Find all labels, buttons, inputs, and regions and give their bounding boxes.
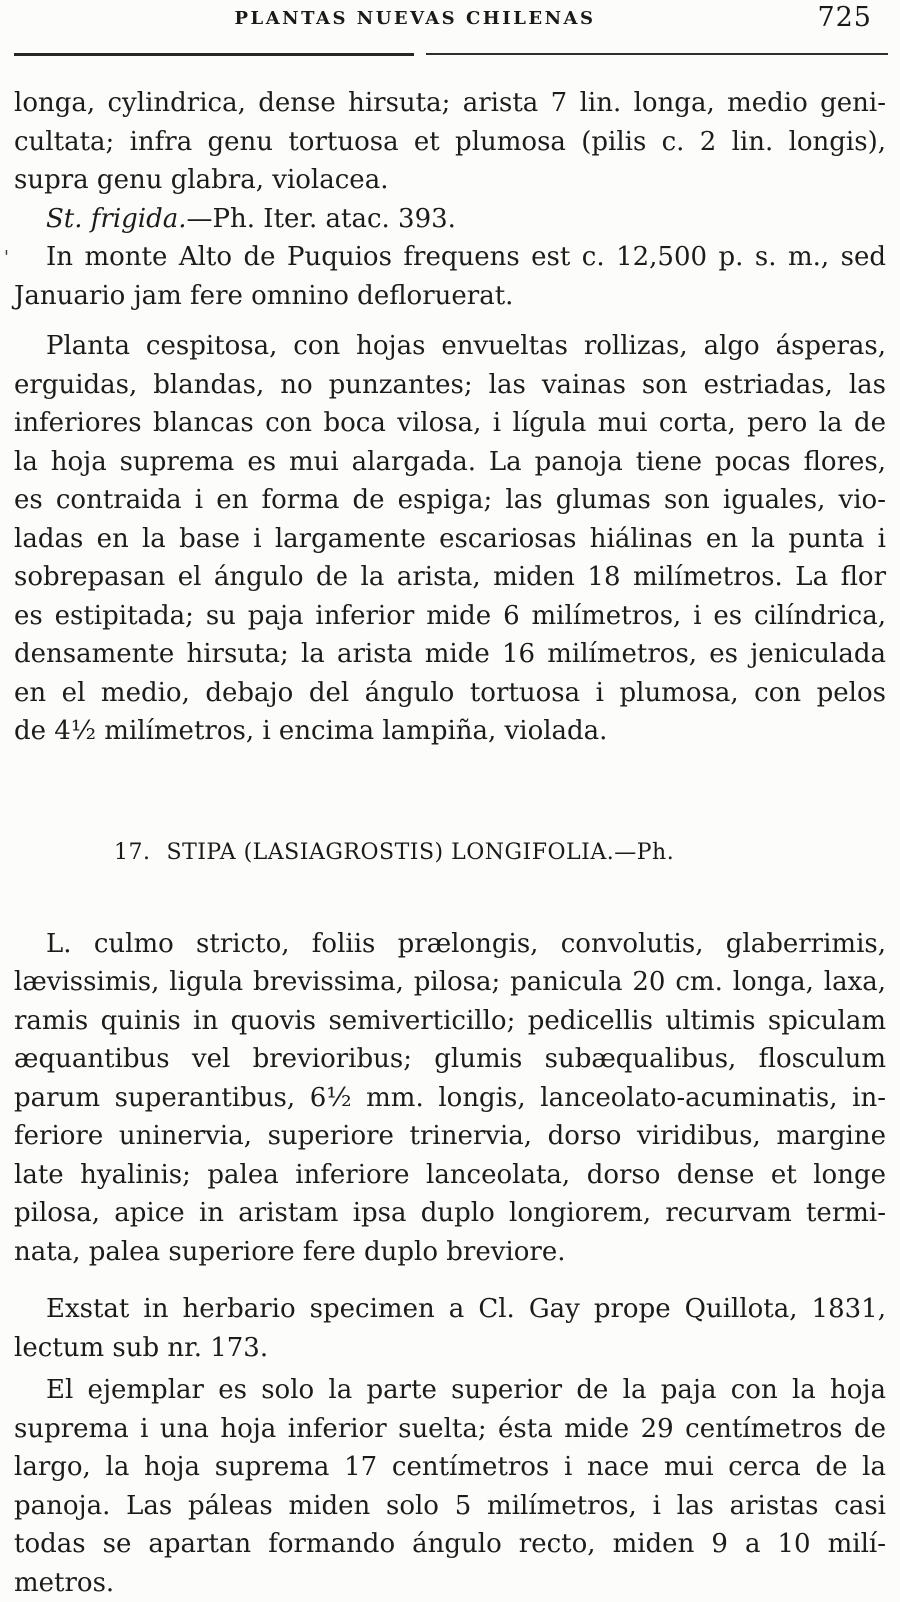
paragraph-locality: [14, 238, 886, 315]
section-heading: [14, 833, 886, 873]
text-line: pilosa, apice in aristam ipsa duplo longiorem, recurvam termi-: [14, 1198, 886, 1228]
text-line: ladas en la base i largamente escariosas hiálinas en la punta i: [14, 523, 886, 554]
text-line: erguidas, blandas, no punzantes; las vainas son estriadas, las: [14, 369, 886, 400]
text-line: parum superantibus, 6½ mm. longis, lanceolato-acuminatis, in-: [14, 1082, 886, 1113]
text-line: Januario jam fere omnino defloruerat.: [14, 280, 514, 311]
text-line: densamente hirsuta; la arista mide 16 milímetros, es jeniculada: [14, 639, 886, 669]
paragraph-description-spanish: [14, 327, 886, 751]
text-line: In monte Alto de Puquios frequens est c. 12,500 p. s. m., sed: [46, 242, 886, 272]
running-header: [0, 0, 900, 50]
text-line: panoja. Las páleas miden solo 5 milímetros, i las aristas casi: [14, 1490, 886, 1521]
text-line: en el medio, debajo del ángulo tortuosa i plumosa, con pelos: [14, 677, 886, 708]
species-number: 17.: [114, 839, 151, 865]
text-line: sobrepasan el ángulo de la arista, miden 18 milímetros. La flor: [14, 562, 886, 592]
text-line: feriore uninervia, superiore trinervia, dorso viridibus, margine: [14, 1121, 886, 1151]
body-text: [14, 84, 886, 1602]
text-line: Exstat in herbario specimen a Cl. Gay prope Quillota, 1831,: [46, 1294, 886, 1324]
text-line: inferiores blancas con boca vilosa, i lígula mui corta, pero la de: [14, 408, 886, 438]
text-line: supra genu glabra, violacea.: [14, 165, 389, 195]
text-line: nata, palea superiore fere duplo breviore.: [14, 1236, 566, 1267]
text-line: ramis quinis in quovis semiverticillo; pedicellis ultimis spiculam: [14, 1005, 886, 1036]
synonym-reference: —Ph. Iter. atac. 393.: [186, 203, 456, 234]
paragraph-herbarium-note: [14, 1290, 886, 1367]
text-line: largo, la hoja suprema 17 centímetros i nace mui cerca de la: [14, 1452, 886, 1482]
header-rule-left-segment: [14, 53, 414, 56]
paragraph-synonym: [14, 200, 886, 239]
text-line: cultata; infra genu tortuosa et plumosa (pilis c. 2 lin. longis),: [14, 126, 886, 157]
text-line: es contraida i en forma de espiga; las glumas son iguales, vio-: [14, 485, 886, 515]
text-line: late hyalinis; palea inferiore lanceolata, dorso dense et longe: [14, 1159, 886, 1190]
text-line: L. culmo stricto, foliis prælongis, convolutis, glaberrimis,: [46, 928, 886, 959]
text-line: la hoja suprema es mui alargada. La panoja tiene pocas flores,: [14, 446, 886, 477]
header-rule-right-segment: [426, 53, 888, 56]
stray-ink-mark: ': [4, 247, 9, 268]
text-line: lævissimis, ligula brevissima, pilosa; panicula 20 cm. longa, laxa,: [14, 967, 886, 997]
text-line: [14, 200, 886, 239]
paragraph-diagnosis-latin: [14, 925, 886, 1272]
text-line: Planta cespitosa, con hojas envueltas rollizas, algo ásperas,: [46, 331, 886, 361]
text-line: æquantibus vel brevioribus; glumis subæqualibus, flosculum: [14, 1044, 886, 1074]
running-head-title: PLANTAS NUEVAS CHILENAS: [234, 8, 596, 29]
header-rule: [14, 53, 888, 56]
text-line: lectum sub nr. 173.: [14, 1332, 269, 1363]
page-number: 725: [817, 2, 872, 33]
species-name-italic: St. frigida.: [46, 203, 187, 234]
text-line: todas se apartan formando ángulo recto, miden 9 a 10 milí-: [14, 1529, 886, 1559]
text-line: metros.: [14, 1567, 115, 1598]
paragraph-specimen-spanish: [14, 1371, 886, 1602]
species-heading-text: STIPA (LASIAGROSTIS) LONGIFOLIA.—Ph.: [166, 839, 675, 865]
text-line: de 4½ milímetros, i encima lampiña, violada.: [14, 716, 608, 746]
text-line: es estipitada; su paja inferior mide 6 milímetros, i es cilíndrica,: [14, 600, 886, 631]
text-line: suprema i una hoja inferior suelta; ésta mide 29 centímetros de: [14, 1413, 886, 1444]
paragraph-continuation: [14, 84, 886, 200]
text-line: longa, cylindrica, dense hirsuta; arista 7 lin. longa, medio geni-: [14, 88, 886, 118]
text-line: El ejemplar es solo la parte superior de la paja con la hoja: [46, 1375, 886, 1405]
